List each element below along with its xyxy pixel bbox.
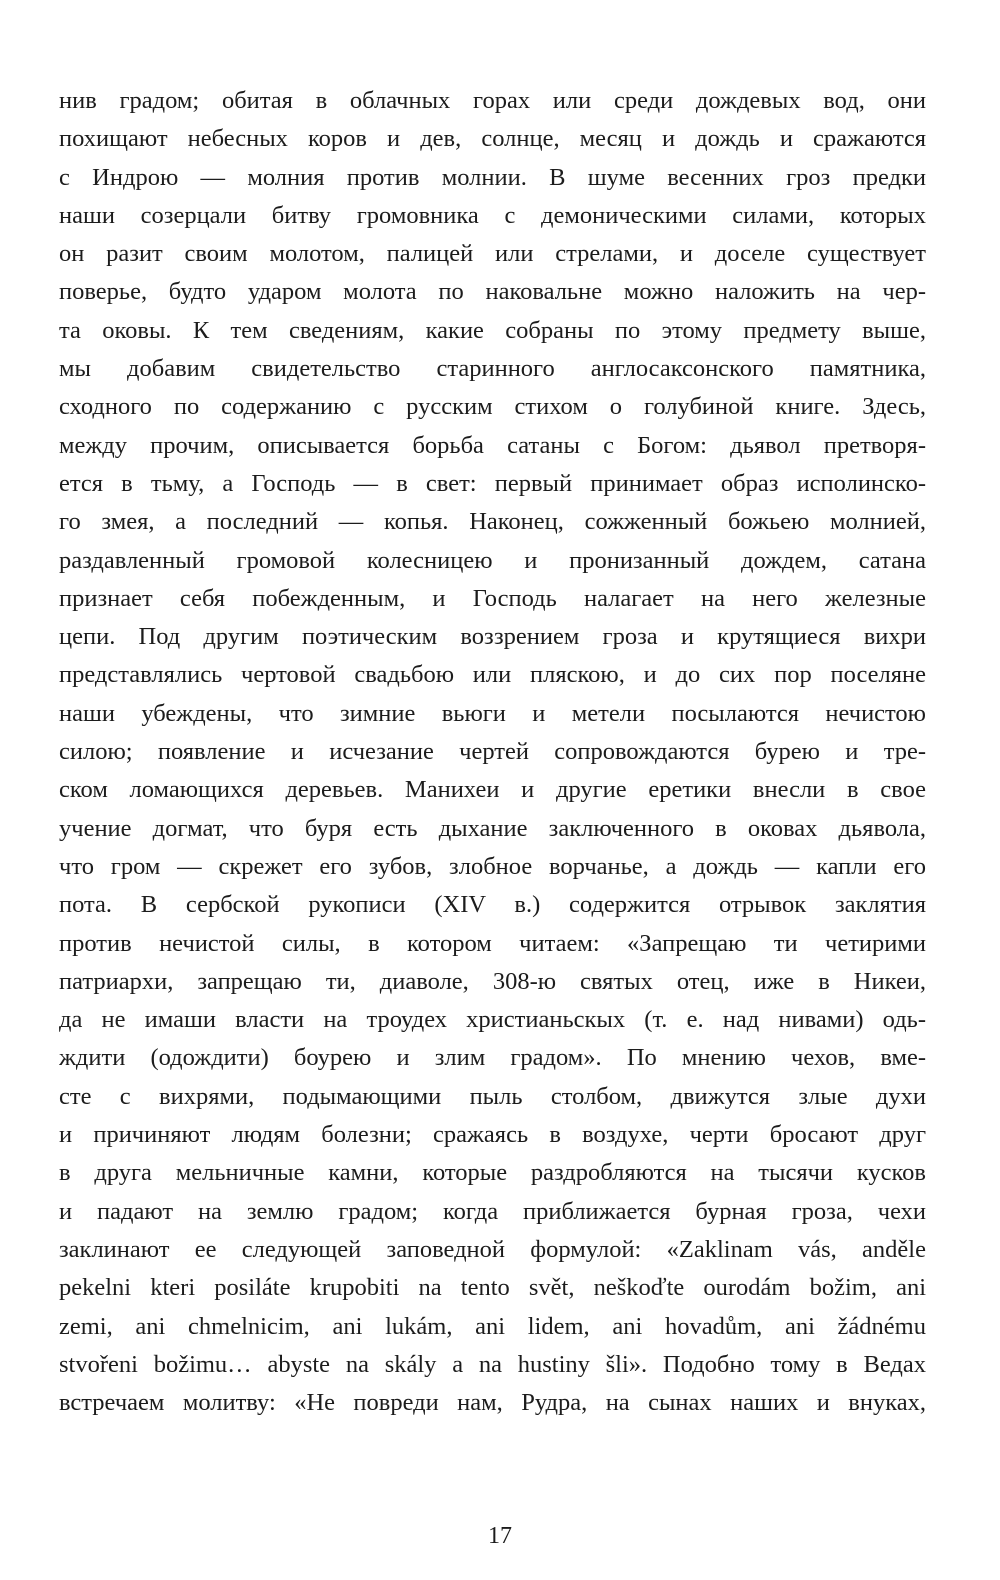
text-line: сте с вихрями, подымающими пыль столбом, движутся злые духи	[59, 1082, 926, 1110]
text-line: цепи. Под другим поэтическим воззрением гроза и крутящиеся вихри	[59, 623, 926, 651]
text-line: ском ломающихся деревьев. Манихеи и другие еретики внесли в свое	[59, 776, 926, 804]
text-line: заклинают ее следующей заповедной формулой: «Zaklinam vás, anděle	[59, 1235, 926, 1263]
text-line: с Индрою — молния против молнии. В шуме весенних гроз предки	[59, 163, 926, 191]
text-line: силою; появление и исчезание чертей сопровождаются бурею и тре-	[59, 738, 926, 766]
text-line: го змея, а последний — копья. Наконец, сожженный божьею молнией,	[59, 508, 926, 536]
text-line: пота. В сербской рукописи (XIV в.) содержится отрывок заклятия	[59, 891, 926, 919]
text-line: да не имаши власти на троудех христианьскых (т. е. над нивами) одь-	[59, 1006, 926, 1034]
text-line: нив градом; обитая в облачных горах или среди дождевых вод, они	[59, 87, 926, 114]
page-number: 17	[488, 1523, 512, 1549]
text-line: в друга мельничные камни, которые раздробляются на тысячи кусков	[59, 1159, 926, 1187]
text-line: и причиняют людям болезни; сражаясь в воздухе, черти бросают друг	[59, 1121, 926, 1149]
body-text	[59, 82, 926, 1422]
text-line: что гром — скрежет его зубов, злобное ворчанье, а дождь — капли его	[59, 852, 926, 880]
text-line: наши убеждены, что зимние вьюги и метели посылаются нечистою	[59, 699, 926, 727]
text-line: та оковы. К тем сведениям, какие собраны по этому предмету выше,	[59, 316, 926, 344]
text-line: ждити (одождити) боурею и злим градом». По мнению чехов, вме-	[59, 1044, 926, 1072]
text-line: ется в тьму, а Господь — в свет: первый принимает образ исполинско-	[59, 469, 926, 497]
text-line: учение догмат, что буря есть дыхание заключенного в оковах дьявола,	[59, 814, 926, 842]
text-line: он разит своим молотом, палицей или стрелами, и доселе существует	[59, 240, 926, 268]
text-line: stvořeni božimu… abyste na skály a na hustiny šli». Подобно тому в Ведах	[59, 1350, 926, 1378]
text-line: раздавленный громовой колесницею и пронизанный дождем, сатана	[59, 546, 926, 574]
text-line: встречаем молитву: «Не повреди нам, Рудра, на сынах наших и внуках,	[59, 1389, 926, 1417]
text-line: представлялись чертовой свадьбою или пляскою, и до сих пор поселяне	[59, 661, 926, 689]
text-line: похищают небесных коров и дев, солнце, месяц и дождь и сражаются	[59, 125, 926, 153]
text-line: мы добавим свидетельство старинного англосаксонского памятника,	[59, 355, 926, 383]
text-line: признает себя побежденным, и Господь налагает на него железные	[59, 584, 926, 612]
text-line: патриархи, запрещаю ти, диаволе, 308-ю святых отец, иже в Никеи,	[59, 967, 926, 995]
text-line: zemi, ani chmelnicim, ani lukám, ani lidem, ani hovadům, ani žádnému	[59, 1312, 926, 1340]
text-line: сходного по содержанию с русским стихом о голубиной книге. Здесь,	[59, 393, 926, 421]
text-line: против нечистой силы, в котором читаем: «Запрещаю ти четирими	[59, 929, 926, 957]
text-line: поверье, будто ударом молота по наковальне можно наложить на чер-	[59, 278, 926, 306]
text-line: наши созерцали битву громовника с демоническими силами, которых	[59, 201, 926, 229]
text-line: между прочим, описывается борьба сатаны с Богом: дьявол претворя-	[59, 431, 926, 459]
text-line: pekelni kteri posiláte krupobiti na tento svět, neškoďte ourodám božim, ani	[59, 1274, 926, 1302]
text-line: и падают на землю градом; когда приближается бурная гроза, чехи	[59, 1197, 926, 1225]
